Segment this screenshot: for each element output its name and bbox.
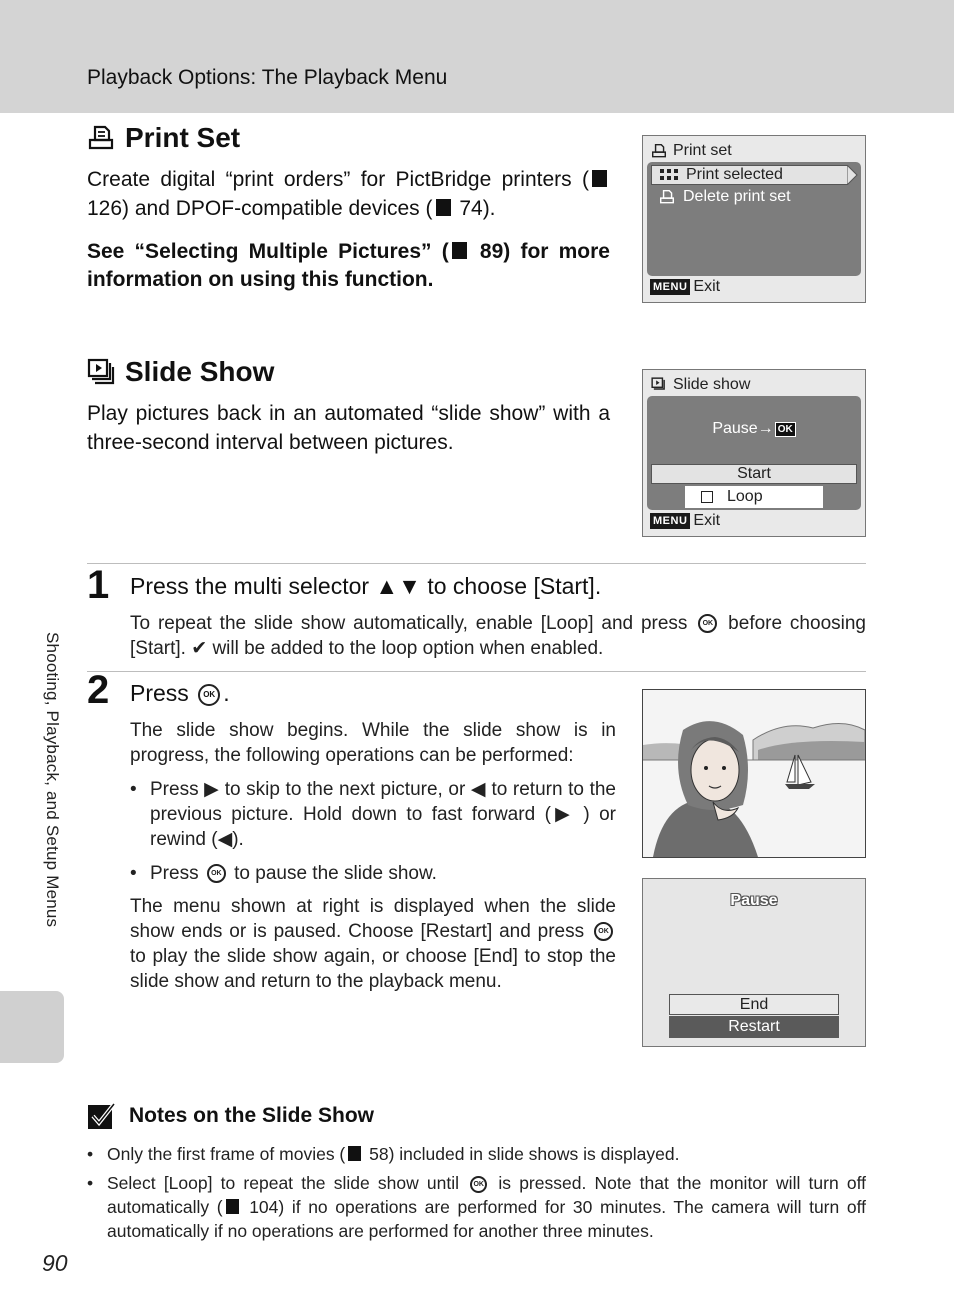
- print-set-menu-panel: [647, 162, 861, 276]
- reference-icon: [452, 242, 467, 259]
- reference-icon: [226, 1199, 239, 1214]
- step-1-body: To repeat the slide show automatically, enable [Loop] and press OK before choosing [Start]. ✔ will be added to the loop option when enabled.: [130, 613, 866, 659]
- ok-button-icon: OK: [698, 614, 717, 633]
- slide-show-screen-title: Slide show: [651, 376, 750, 394]
- slide-show-icon: [651, 377, 667, 393]
- delete-print-icon: [659, 189, 675, 205]
- menu-item-end[interactable]: End: [669, 994, 839, 1015]
- step-1-title: Press the multi selector ▲▼ to choose [Start].: [130, 573, 602, 599]
- ok-button-icon: OK: [594, 922, 613, 941]
- notes-heading: [87, 1102, 374, 1130]
- step-2-bullet-2: • Press OK to pause the slide show.: [130, 863, 437, 884]
- ok-button-icon: OK: [470, 1176, 487, 1193]
- notes-title: Notes on the Slide Show: [129, 1104, 375, 1127]
- menu-item-restart[interactable]: Restart: [669, 1016, 839, 1038]
- slide-show-heading: [87, 356, 274, 388]
- divider: [87, 671, 866, 672]
- slide-show-photo: [642, 689, 866, 858]
- side-tab-marker: [0, 991, 64, 1063]
- check-note-icon: [87, 1102, 117, 1130]
- step-2-number: 2: [87, 668, 110, 712]
- print-order-icon: [87, 124, 115, 152]
- menu-item-delete-print-set[interactable]: Delete print set: [659, 188, 791, 206]
- reference-icon: [436, 199, 451, 216]
- reference-icon: [592, 170, 607, 187]
- ok-button-icon: OK: [775, 422, 796, 437]
- menu-button-icon: MENU: [650, 513, 690, 529]
- step-2-body: The slide show begins. While the slide show is in progress, the following operations can be performed:: [130, 720, 616, 766]
- slide-show-icon: [87, 358, 115, 386]
- step-2-bullet-1: • Press ▶ to skip to the next picture, or ◀ to return to the previous picture. Hold down to fast forward (▶ ) or rewind (◀).: [130, 779, 616, 850]
- step-2-after-text: The menu shown at right is displayed when the slide show ends or is paused. Choose [Restart] and press OK to play the slide show again, or choose [End] to stop the slide show and return to the playback menu.: [130, 896, 616, 992]
- step-2-title: Press OK .: [130, 680, 230, 706]
- header-band: [0, 0, 954, 113]
- slide-show-title: Slide Show: [125, 356, 275, 387]
- slide-show-screen-footer: MENU Exit: [650, 512, 720, 530]
- print-set-title: Print Set: [125, 122, 241, 153]
- slide-show-screen: [642, 369, 866, 537]
- menu-item-start[interactable]: Start: [651, 464, 857, 484]
- side-section-label: Shooting, Playback, and Setup Menus: [43, 632, 62, 928]
- pause-screen: [642, 878, 866, 1047]
- ok-button-icon: OK: [207, 864, 226, 883]
- step-1-number: 1: [87, 563, 110, 607]
- selection-arrow-icon: [847, 165, 859, 185]
- print-set-screen-title: Print set: [651, 142, 732, 160]
- print-set-screen: [642, 135, 866, 303]
- pause-screen-title: Pause: [730, 892, 778, 909]
- menu-item-loop[interactable]: Loop: [685, 486, 823, 508]
- page-number: 90: [42, 1250, 68, 1276]
- loop-checkbox[interactable]: [701, 491, 713, 503]
- menu-button-icon: MENU: [650, 279, 690, 295]
- reference-icon: [348, 1146, 361, 1161]
- menu-item-print-selected[interactable]: Print selected: [651, 165, 847, 185]
- slide-show-description: Play pictures back in an automated “slide show” with a three-second interval between pictures.: [87, 402, 610, 454]
- pause-hint: Pause→ OK: [647, 420, 861, 438]
- page-header-title: Playback Options: The Playback Menu: [87, 66, 448, 89]
- woman-by-lake-illustration: [643, 690, 865, 857]
- note-item: • Select [Loop] to repeat the slide show until OK is pressed. Note that the monitor will turn off automatically ( 104) if no operations are performed for 30 minutes. The camera will turn off automatically if no operations are performed for another three minutes.: [87, 1173, 866, 1241]
- print-set-note: See “Selecting Multiple Pictures” ( 89) for more information on using this function.: [87, 240, 610, 291]
- print-set-description: Create digital “print orders” for PictBridge printers ( 126) and DPOF-compatible devices ( 74).: [87, 165, 610, 223]
- grid-thumbnails-icon: [660, 169, 678, 181]
- ok-button-icon: OK: [198, 684, 220, 706]
- divider: [87, 563, 866, 564]
- print-order-icon: [651, 143, 667, 159]
- print-set-heading: [87, 122, 240, 154]
- print-set-screen-footer: MENU Exit: [650, 278, 720, 296]
- note-item: • Only the first frame of movies ( 58) included in slide shows is displayed.: [87, 1144, 680, 1164]
- slide-show-menu-panel: [647, 396, 861, 510]
